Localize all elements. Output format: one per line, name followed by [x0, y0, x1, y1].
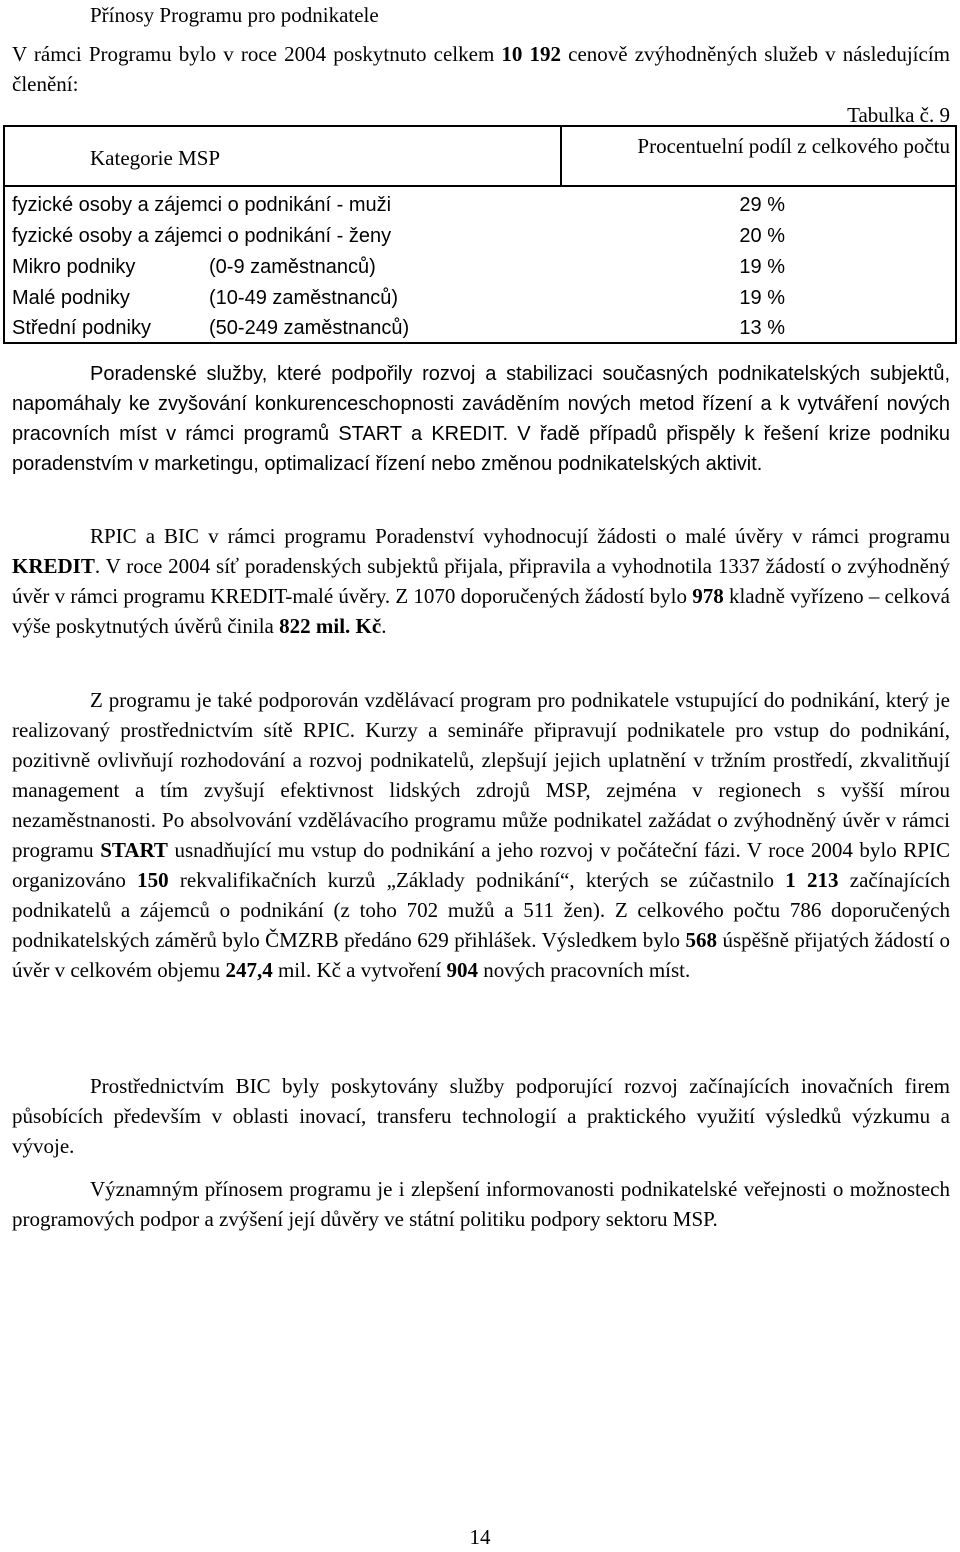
education-text-3: rekvalifikačních kurzů „Základy podnikání“, kterých se zúčastnilo	[168, 868, 786, 892]
rpic-text-2: . V roce 2004 síť poradenských subjektů přijala, připravila a vyhodnotila 1337 žádostí o zvýhodněný úvěr v rámci programu KREDIT-malé úvěry. Z 1070 doporučených žádostí bylo	[12, 554, 950, 608]
education-start: START	[100, 838, 168, 862]
rpic-text-4: .	[381, 614, 387, 638]
row-category: fyzické osoby a zájemci o podnikání - ženy	[12, 225, 392, 247]
row-category: Malé podniky	[12, 287, 130, 309]
row-size-range: (0-9 zaměstnanců)	[209, 256, 376, 278]
education-jobs-count: 904	[446, 958, 478, 982]
education-text-7: nových pracovních míst.	[477, 958, 691, 982]
table-row	[12, 190, 812, 220]
table-header-share: Procentuelní podíl z celkového počtu	[637, 134, 950, 158]
rpic-text-3: kladně vyřízeno – celková výše poskytnutých úvěrů činila	[12, 584, 950, 638]
table-header-divider	[3, 185, 957, 187]
rpic-kredit: KREDIT	[12, 554, 95, 578]
row-category: Střední podniky	[12, 317, 151, 339]
row-share: 20 %	[739, 225, 785, 247]
intro-text-after: cenově zvýhodněných služeb v následujícím členění:	[12, 42, 950, 96]
intro-paragraph	[12, 39, 950, 99]
education-text-6: mil. Kč a vytvoření	[272, 958, 447, 982]
table-row	[12, 252, 812, 282]
advisory-paragraph: Poradenské služby, které podpořily rozvoj a stabilizaci současných podnikatelských subjektů, napomáhaly ke zvyšování konkurenceschopnosti zaváděním nových metod řízení a k vytváření nových pracovních míst v rámci programů START a KREDIT. V řadě případů přispěly k řešení krize podniku poradenstvím v marketingu, optimalizací řízení nebo změnou podnikatelských aktivit.	[12, 363, 950, 475]
row-size-range: (10-49 zaměstnanců)	[209, 287, 398, 309]
awareness-paragraph: Významným přínosem programu je i zlepšení informovanosti podnikatelské veřejnosti o možnostech programových podpor a zvýšení její důvěry ve státní politiku podpory sektoru MSP.	[12, 1177, 950, 1231]
table-number: Tabulka č. 9	[847, 103, 950, 127]
row-share: 13 %	[739, 317, 785, 339]
bic-paragraph: Prostřednictvím BIC byly poskytovány služby podporující rozvoj začínajících inovačních firem působících především v oblasti inovací, transferu technologií a praktického využití výsledků výzkumu a vývoje.	[12, 1074, 950, 1158]
row-share: 19 %	[739, 287, 785, 309]
section-heading: Přínosy Programu pro podnikatele	[90, 3, 379, 27]
education-text-5: úspěšně přijatých žádostí o úvěr v celkovém objemu	[12, 928, 950, 982]
rpic-text-1: RPIC a BIC v rámci programu Poradenství vyhodnocují žádosti o malé úvěry v rámci programu	[90, 524, 950, 548]
row-category: fyzické osoby a zájemci o podnikání - muži	[12, 194, 392, 216]
education-text-4: začínajících podnikatelů a zájemců o podnikání (z toho 702 mužů a 511 žen). Z celkového počtu 786 doporučených podnikatelských záměrů bylo ČMZRB předáno 629 přihlášek. Výsledkem bylo	[12, 868, 951, 952]
rpic-loan-total: 822 mil. Kč	[279, 614, 382, 638]
table-header-category: Kategorie MSP	[90, 146, 221, 170]
intro-text-before: V rámci Programu bylo v roce 2004 poskytnuto celkem	[12, 42, 502, 66]
education-text-2: usnadňující mu vstup do podnikání a jeho rozvoj v počáteční fázi. V roce 2004 bylo RPIC organizováno	[12, 838, 950, 892]
intro-total-services: 10 192	[501, 42, 562, 66]
row-size-range: (50-249 zaměstnanců)	[209, 317, 410, 339]
table-row	[12, 283, 812, 313]
education-participant-count: 1 213	[785, 868, 839, 892]
row-share: 29 %	[739, 194, 785, 216]
education-volume: 247,4	[225, 958, 273, 982]
row-share: 19 %	[739, 256, 785, 278]
table-row	[12, 313, 812, 343]
row-category: Mikro podniky	[12, 256, 136, 278]
rpic-approved-count: 978	[692, 584, 724, 608]
table-row	[12, 221, 812, 251]
education-paragraph	[12, 685, 950, 985]
education-accepted-count: 568	[685, 928, 717, 952]
page-number: 14	[469, 1525, 491, 1549]
education-text-1: Z programu je také podporován vzdělávací program pro podnikatele vstupující do podnikání, který je realizovaný prostřednictvím sítě RPIC. Kurzy a semináře připravují podnikatele pro vstup do podnikání, pozitivně ovlivňují rozhodování a rozvoj podnikatelů, zlepšují jejich uplatnění v tržním prostředí, zkvalitňují management a tím zvyšují efektivnost lidských zdrojů MSP, zejména v regionech s vyšší mírou nezaměstnanosti. Po absolvování vzdělávacího programu může podnikatel zažádat o zvýhodněný úvěr v rámci programu	[12, 688, 950, 862]
education-course-count: 150	[137, 868, 169, 892]
rpic-paragraph	[12, 521, 950, 641]
